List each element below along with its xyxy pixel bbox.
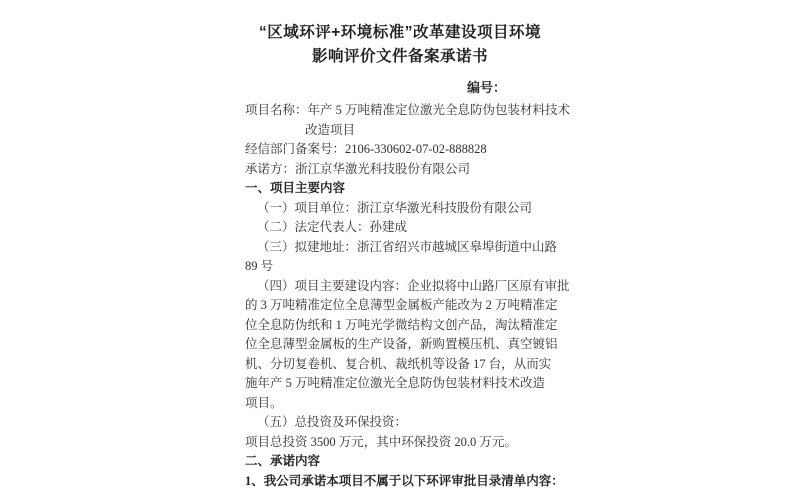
document-line: 项目。: [245, 395, 283, 410]
document-line: 89 号: [245, 259, 274, 273]
document-title-line1: “区域环评+环境标准”改革建设项目环境: [258, 24, 542, 41]
document-line: （四）项目主要建设内容：企业拟将中山路厂区原有审批: [257, 278, 570, 293]
document-line: 改造项目: [305, 122, 356, 137]
document-line: （五）总投资及环保投资：: [257, 415, 408, 429]
document-line: 经信部门备案号：2106-330602-07-02-888828: [245, 142, 487, 156]
document-number-label: 编号：: [467, 80, 507, 95]
document-line: 的 3 万吨精准定位全息薄型金属板产能改为 2 万吨精准定: [245, 298, 558, 312]
document-line: 位全息防伪纸和 1 万吨光学微结构文创产品，淘汰精准定: [245, 317, 558, 332]
document-title-line2: 影响评价文件备案承诺书: [311, 48, 488, 65]
document-line: （一）项目单位：浙江京华激光科技股份有限公司: [257, 200, 533, 215]
document-line: 施年产 5 万吨精准定位激光全息防伪包装材料技术改造: [245, 376, 546, 390]
document-line: 一、项目主要内容: [245, 181, 346, 195]
document-title: [0, 21, 800, 69]
document-line: 项目名称：年产 5 万吨精准定位激光全息防伪包装材料技术: [245, 103, 571, 117]
document-line: 1、我公司承诺本项目不属于以下环评审批目录清单内容：: [245, 473, 564, 488]
document-line: 项目总投资 3500 万元，其中环保投资 20.0 万元。: [245, 434, 517, 449]
document-line: （三）拟建地址：浙江省绍兴市越城区皋埠街道中山路: [257, 239, 558, 254]
document-line: 位全息薄型金属板的生产设备，新购置模压机、真空镀铝: [245, 337, 558, 351]
document-line: 二、承诺内容: [245, 454, 321, 468]
document-body: [245, 101, 571, 490]
document-line: （二）法定代表人：孙建成: [257, 220, 408, 234]
document-line: 承诺方：浙江京华激光科技股份有限公司: [245, 161, 471, 176]
document-line: 机、分切复卷机、复合机、裁纸机等设备 17 台，从而实: [245, 356, 552, 371]
